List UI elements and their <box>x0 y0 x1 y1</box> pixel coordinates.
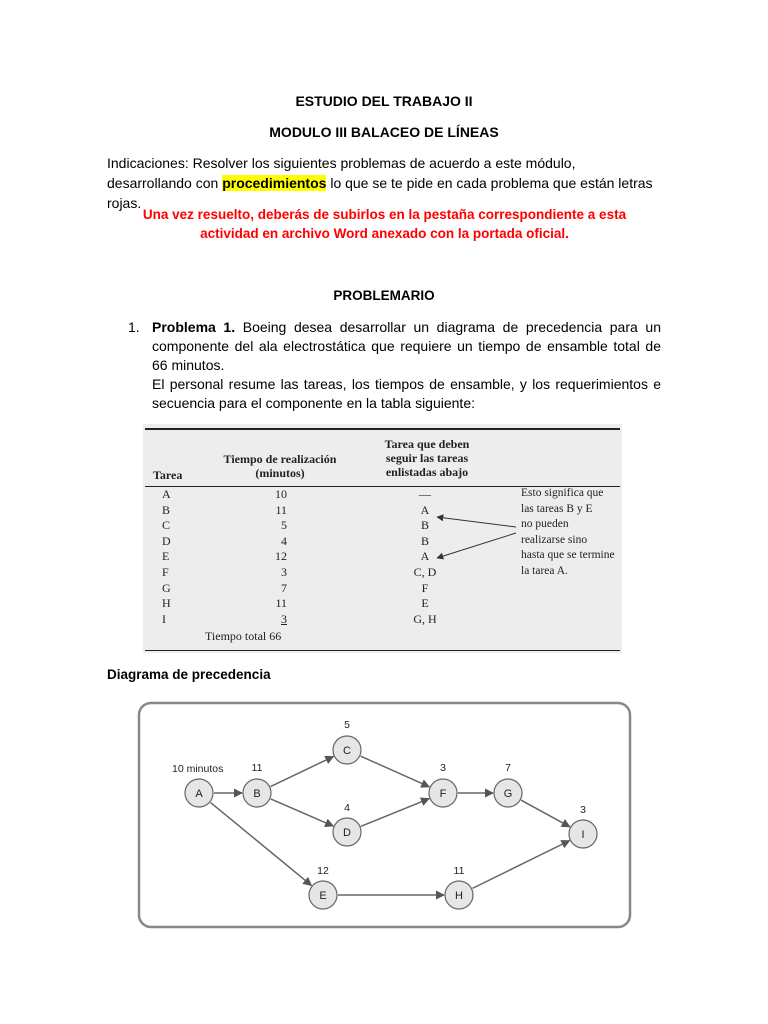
upload-notice <box>107 205 662 243</box>
instructions-paragraph <box>107 153 662 213</box>
precedence-diagram <box>136 700 633 930</box>
table-cell-pred: — <box>419 487 431 501</box>
problem-label: Problema 1. <box>152 319 236 335</box>
task-table <box>143 424 622 653</box>
problem-number: 1. <box>128 319 140 335</box>
table-cell-task: G <box>162 580 171 595</box>
table-cell-time: 10 <box>275 487 287 501</box>
table-cell-time: 5 <box>281 518 287 533</box>
note-line: hasta que se termine <box>521 549 615 562</box>
table-cell-time: 3 <box>281 565 287 579</box>
header-tiempo-line-1: Tiempo de realización <box>223 452 337 466</box>
arrow-to-b <box>437 517 516 527</box>
table-cell-task: D <box>162 533 171 548</box>
problem-paragraph-2: El personal resume las tareas, los tiempos de ensamble, y los requerimientos e secuencia para el componente en la tabla siguiente: <box>152 376 661 411</box>
instructions-text-before: Indicaciones: Resolver los siguientes problemas de acuerdo a este módulo, desarrollando con <box>107 155 576 191</box>
note-line: no pueden <box>521 518 569 531</box>
table-cell-task: B <box>162 502 171 517</box>
header-precedence-line-1: Tarea que deben <box>384 437 470 451</box>
table-cell-pred: B <box>420 533 429 548</box>
module-title: MODULO III BALACEO DE LÍNEAS <box>269 124 499 140</box>
table-cell-task: H <box>162 596 171 611</box>
table-cell-time: 3 <box>281 611 287 626</box>
table-cell-time: 7 <box>281 580 287 595</box>
problem-text: Boeing desea desarrollar un diagrama de precedencia para un componente del ala electrostática que requiere un tiempo de ensamble total de 66 minutos. <box>152 319 661 373</box>
instructions-text-after: lo que se te pide en cada problema que están letras rojas. <box>107 175 653 211</box>
node-time-label: 4 <box>344 802 350 814</box>
header-tarea: Tarea <box>153 468 183 482</box>
table-cell-task: E <box>162 549 170 564</box>
note-line: realizarse sino <box>521 533 588 546</box>
table-cell-pred: E <box>421 596 429 611</box>
table-cell-pred: G, H <box>413 611 437 626</box>
header-tiempo-line-2: (minutos) <box>255 466 305 480</box>
node-label: E <box>319 890 327 902</box>
table-cell-pred: A <box>420 502 430 517</box>
node-time-label: 3 <box>580 804 586 816</box>
node-label: C <box>343 745 351 757</box>
node-time-label: 11 <box>453 865 465 877</box>
table-cell-time: 11 <box>275 502 287 517</box>
problem-paragraph-1 <box>152 318 661 375</box>
table-total: Tiempo total 66 <box>205 629 282 643</box>
upload-notice-line-2: actividad en archivo Word anexado con la portada oficial. <box>200 226 569 241</box>
table-cell-pred: A <box>420 549 430 564</box>
table-cell-pred: B <box>420 518 429 533</box>
header-precedence-line-3: enlistadas abajo <box>385 465 469 479</box>
table-cell-time: 4 <box>281 533 287 548</box>
problem-body <box>152 318 661 413</box>
table-cell-pred: C, D <box>413 565 437 579</box>
node-time-label: 7 <box>505 762 511 774</box>
arrow-to-e <box>437 533 516 558</box>
node-time-label: 12 <box>317 865 329 877</box>
document-title: ESTUDIO DEL TRABAJO II <box>295 93 473 109</box>
diagram-title: Diagrama de precedencia <box>107 667 271 682</box>
note-arrows <box>143 424 622 653</box>
start-time-label: 10 minutos <box>172 763 224 775</box>
node-label: I <box>581 829 585 841</box>
header-precedence-line-2: seguir las tareas <box>385 451 469 465</box>
node-label: G <box>503 788 513 800</box>
note-line: la tarea A. <box>521 565 568 577</box>
table-cell-task: I <box>162 611 166 626</box>
node-time-label: 5 <box>344 719 350 731</box>
node-label: B <box>253 788 261 800</box>
upload-notice-line-1: Una vez resuelto, deberás de subirlos en la pestaña correspondiente a esta <box>142 207 627 222</box>
table-cell-task: F <box>162 565 169 579</box>
highlighted-word: procedimientos <box>222 175 327 191</box>
node-label: A <box>195 788 203 800</box>
table-cell-task: C <box>162 518 171 533</box>
node-label: D <box>343 827 351 839</box>
node-time-label: 3 <box>440 762 446 774</box>
node-A <box>185 779 213 807</box>
note-line: Esto significa que <box>521 487 604 499</box>
node-label: F <box>439 788 447 800</box>
node-time-label: 11 <box>251 762 263 774</box>
note-line: las tareas B y E <box>521 502 593 515</box>
table-cell-pred: F <box>421 580 429 595</box>
diagram-frame <box>139 703 630 927</box>
section-title: PROBLEMARIO <box>333 288 435 303</box>
table-cell-time: 12 <box>275 549 287 564</box>
table-cell-task: A <box>162 487 171 501</box>
table-cell-time: 11 <box>275 596 287 611</box>
node-label: H <box>455 890 463 902</box>
